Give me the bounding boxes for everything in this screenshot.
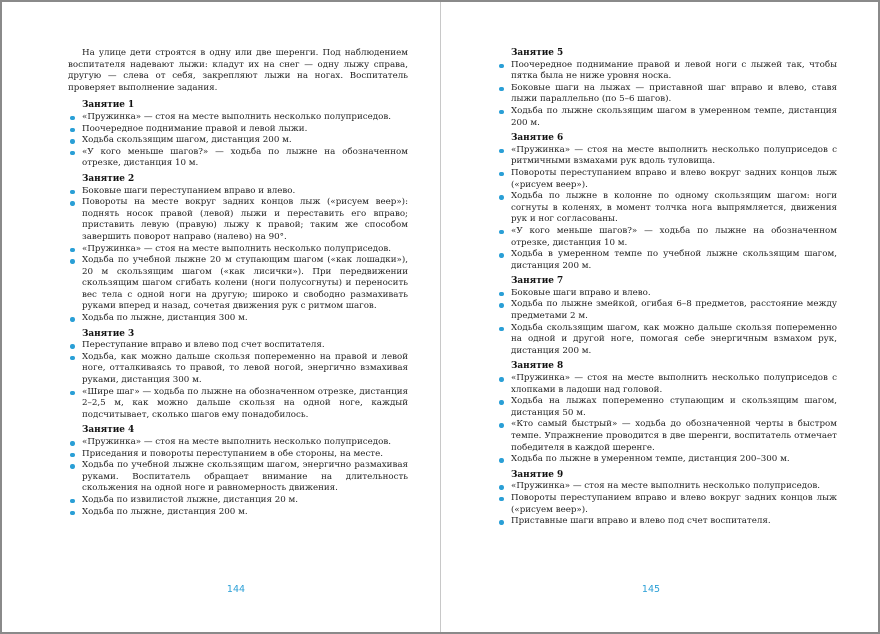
exercise-text: «Пружинка» — стоя на месте выполнить несколько полуприседов. <box>82 437 392 447</box>
bullet-icon <box>70 151 75 156</box>
bullet-icon <box>70 190 75 195</box>
bullet-icon <box>499 172 504 177</box>
lesson-title: Занятие 9 <box>511 469 564 480</box>
bullet-icon <box>499 195 504 200</box>
lesson-title: Занятие 8 <box>511 361 564 372</box>
bullet-icon <box>70 356 75 361</box>
bullet-icon <box>499 303 504 308</box>
bullet-icon <box>499 292 504 297</box>
exercise-text: «Шире шаг» — ходьба по лыжне на обозначенном отрезке, дистанция 2–2,5 м, как можно дальше скользя на одной ноге, каждый подсчитывает, сколько шагов ему понадобилось. <box>82 386 408 420</box>
bullet-icon <box>70 116 75 121</box>
exercise-list <box>497 481 837 527</box>
exercise-text: Переступание вправо и влево под счет воспитателя. <box>82 340 325 351</box>
bullet-icon <box>499 253 504 258</box>
exercise-item <box>68 437 408 449</box>
bullet-icon <box>70 441 75 446</box>
exercise-text: Боковые шаги переступанием вправо и влево. <box>82 185 296 196</box>
exercise-item <box>497 454 837 466</box>
exercise-item <box>497 83 837 106</box>
page-number-left: 144 <box>226 584 246 595</box>
exercise-item <box>497 106 837 129</box>
exercise-item <box>68 460 408 495</box>
lesson-title: Занятие 2 <box>82 173 135 184</box>
exercise-text: Приседания и повороты переступанием в обе стороны, на месте. <box>82 448 384 459</box>
exercise-item <box>497 168 837 191</box>
exercise-item <box>497 481 837 493</box>
exercise-text: Ходьба по лыжне змейкой, огибая 6–8 предметов, расстояние между предметами 2 м. <box>511 299 837 322</box>
exercise-item <box>497 299 837 322</box>
exercise-item <box>497 288 837 300</box>
exercise-text: Ходьба по лыжне, дистанция 200 м. <box>82 506 248 517</box>
exercise-text: Ходьба скользящим шагом, как можно дальше скользя попеременно на одной и другой ноге, помогая себе энергичным взмахом рук, дистанция 200 м. <box>511 322 837 356</box>
bullet-icon <box>499 400 504 405</box>
lesson-title: Занятие 6 <box>511 133 564 144</box>
exercise-list <box>68 340 408 421</box>
bullet-icon <box>499 149 504 154</box>
exercise-text: Ходьба скользящим шагом, дистанция 200 м. <box>82 135 292 146</box>
left-page <box>2 2 440 632</box>
exercise-item <box>68 124 408 136</box>
exercise-item <box>68 135 408 147</box>
bullet-icon <box>499 377 504 382</box>
exercise-list <box>68 112 408 170</box>
page-number-right: 145 <box>641 584 661 595</box>
exercise-item <box>68 387 408 422</box>
exercise-list <box>497 373 837 466</box>
bullet-icon <box>70 317 75 322</box>
bullet-icon <box>70 128 75 133</box>
exercise-text: Ходьба по извилистой лыжне, дистанция 20 м. <box>82 494 299 505</box>
exercise-text: Ходьба, как можно дальше скользя попеременно на правой и левой ноге, отталкиваясь то правой, то левой ногой, энергично взмахивая руками, дистанция 300 м. <box>82 351 408 386</box>
exercise-item <box>68 495 408 507</box>
lesson-title: Занятие 5 <box>511 48 564 58</box>
bullet-icon <box>499 485 504 490</box>
exercise-text: «Пружинка» — стоя на месте выполнить несколько полуприседов с ритмичными взмахами рук вдоль туловища. <box>511 144 837 167</box>
bullet-icon <box>70 201 75 206</box>
exercise-item <box>68 449 408 461</box>
lesson-title: Занятие 7 <box>511 276 564 287</box>
book-spread <box>2 2 878 632</box>
exercise-item <box>497 516 837 528</box>
exercise-text: Ходьба по лыжне в колонне по одному скользящим шагом: ноги согнуты в коленях, в момент толчка нога выпрямляется, движения рук и ног согласованы. <box>511 191 837 225</box>
exercise-item <box>68 352 408 387</box>
exercise-list <box>497 288 837 358</box>
bullet-icon <box>70 259 75 264</box>
exercise-item <box>68 313 408 325</box>
exercise-text: Повороты на месте вокруг задних концов лыж («рисуем веер»): поднять носок правой (левой) лыжи и переставить его вправо; приставить левую (правую) лыжу к правой; таким же способом завершить поворот направо (налево) на 90°. <box>82 197 408 242</box>
bullet-icon <box>499 87 504 92</box>
exercise-item <box>497 145 837 168</box>
right-page-column <box>497 48 837 531</box>
exercise-text: Ходьба на лыжах попеременно ступающим и скользящим шагом, дистанция 50 м. <box>511 396 837 418</box>
exercise-list <box>497 60 837 130</box>
bullet-icon <box>499 497 504 502</box>
bullet-icon <box>70 499 75 504</box>
bullet-icon <box>499 423 504 428</box>
exercise-text: «Пружинка» — стоя на месте выполнить несколько полуприседов. <box>82 111 392 122</box>
exercise-item <box>68 147 408 170</box>
exercise-item <box>497 493 837 516</box>
intro-paragraph: На улице дети строятся в одну или две шеренги. Под наблюдением воспитателя надевают лыжи: кладут их на снег — одну лыжу справа, другую — слева от себя, закрепляют лыжи на ногах. Воспитатель проверяет выполнение задания. <box>68 48 408 93</box>
bullet-icon <box>499 230 504 235</box>
exercise-text: Ходьба по лыжне скользящим шагом в умеренном темпе, дистанция 200 м. <box>511 105 837 128</box>
exercise-item <box>497 396 837 419</box>
exercise-text: Поочередное поднимание правой и левой лыжи. <box>82 123 308 134</box>
exercise-text: Приставные шаги вправо и влево под счет воспитателя. <box>511 516 771 527</box>
exercise-item <box>497 60 837 83</box>
exercise-item <box>497 419 837 454</box>
exercise-text: Ходьба по лыжне в умеренном темпе, дистанция 200–300 м. <box>511 454 790 465</box>
exercise-item <box>497 191 837 226</box>
bullet-icon <box>70 248 75 253</box>
exercise-text: Боковые шаги на лыжах — приставной шаг вправо и влево, ставя лыжи параллельно (по 5–6 шагов). <box>511 82 837 105</box>
exercise-text: Поочередное поднимание правой и левой ноги с лыжей так, чтобы пятка была не ниже уровня носка. <box>511 59 837 82</box>
exercise-text: Ходьба в умеренном темпе по учебной лыжне скользящим шагом, дистанция 200 м. <box>511 249 837 271</box>
bullet-icon <box>499 327 504 332</box>
bullet-icon <box>499 64 504 69</box>
exercise-list <box>68 186 408 325</box>
exercise-item <box>497 226 837 249</box>
bullet-icon <box>70 511 75 516</box>
exercise-item <box>68 255 408 313</box>
exercise-text: «Кто самый быстрый» — ходьба до обозначенной черты в быстром темпе. Упражнение проводится в две шеренги, воспитатель отмечает победителя в каждой шеренге. <box>511 419 837 453</box>
exercise-text: Ходьба по лыжне, дистанция 300 м. <box>82 313 248 324</box>
bullet-icon <box>70 464 75 469</box>
exercise-text: «У кого меньше шагов?» — ходьба по лыжне на обозначенном отрезке, дистанция 10 м. <box>511 225 837 248</box>
exercise-text: «Пружинка» — стоя на месте выполнить несколько полуприседов. <box>82 243 392 254</box>
left-sections <box>68 100 408 518</box>
bullet-icon <box>70 139 75 144</box>
exercise-list <box>497 145 837 273</box>
exercise-item <box>68 507 408 519</box>
exercise-item <box>68 244 408 256</box>
exercise-item <box>68 112 408 124</box>
right-sections <box>497 48 837 528</box>
left-page-column <box>68 48 408 521</box>
exercise-text: «У кого меньше шагов?» — ходьба по лыжне на обозначенном отрезке, дистанция 10 м. <box>82 146 408 169</box>
exercise-item <box>497 373 837 396</box>
exercise-text: Повороты переступанием вправо и влево вокруг задних концов лыж («рисуем веер»). <box>511 167 837 190</box>
exercise-item <box>68 340 408 352</box>
exercise-text: Ходьба по учебной лыжне 20 м ступающим шагом («как лошадки»), 20 м скользящим шагом («как лисички»). При передвижении скользящим шагом сгибать колени (ноги полусогнуты) и переносить вес тела с одной ноги на другую; широко и свободно размахивать руками вперед и назад, сочетая движения рук с ритмом шагов. <box>82 255 408 312</box>
bullet-icon <box>70 453 75 458</box>
right-page <box>441 2 878 632</box>
exercise-item <box>68 186 408 198</box>
lesson-title: Занятие 3 <box>82 328 135 339</box>
exercise-text: Боковые шаги вправо и влево. <box>511 287 651 298</box>
bullet-icon <box>499 110 504 115</box>
exercise-text: Повороты переступанием вправо и влево вокруг задних концов лыж («рисуем веер»). <box>511 492 837 515</box>
lesson-title: Занятие 4 <box>82 425 135 436</box>
bullet-icon <box>70 344 75 349</box>
bullet-icon <box>499 458 504 463</box>
exercise-text: «Пружинка» — стоя на месте выполнить несколько полуприседов с хлопками в ладоши над головой. <box>511 373 837 395</box>
exercise-list <box>68 437 408 518</box>
lesson-title: Занятие 1 <box>82 100 135 111</box>
bullet-icon <box>499 520 504 525</box>
exercise-item <box>68 197 408 243</box>
exercise-text: «Пружинка» — стоя на месте выполнить несколько полуприседов. <box>511 481 821 492</box>
exercise-item <box>497 249 837 272</box>
bullet-icon <box>70 391 75 396</box>
exercise-text: Ходьба по учебной лыжне скользящим шагом, энергично размахивая руками. Воспитатель обращает внимание на длительность скольжения на одной ноге и равномерность движения. <box>82 460 408 494</box>
exercise-item <box>497 323 837 358</box>
